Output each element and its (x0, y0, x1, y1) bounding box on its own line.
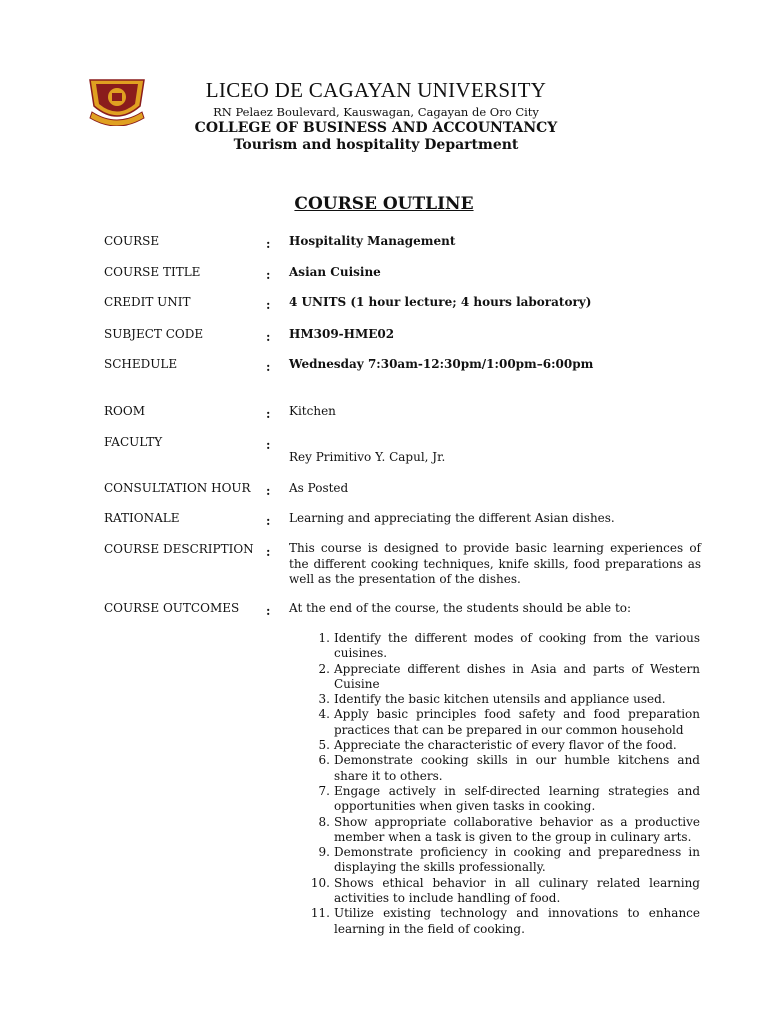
field-colon: : (266, 330, 271, 344)
field-value: Learning and appreciating the different Asian dishes. (289, 511, 615, 525)
field-label: SCHEDULE (104, 357, 178, 371)
list-number: 3. (318, 692, 330, 707)
list-text: Shows ethical behavior in all culinary related learning activities to include handling of food. (334, 875, 700, 906)
field-label: FACULTY (104, 435, 163, 449)
list-number: 1. (318, 631, 330, 645)
field-value: Hospitality Management (289, 234, 456, 248)
list-item (306, 845, 700, 876)
field-value: Kitchen (289, 404, 336, 418)
list-text: Appreciate different dishes in Asia and parts of Western Cuisine (334, 661, 700, 691)
college-name: COLLEGE OF BUSINESS AND ACCOUNTANCY (194, 120, 558, 136)
field-value: As Posted (289, 481, 349, 495)
list-item (306, 707, 700, 738)
list-number: 8. (318, 814, 330, 829)
field-value: HM309-HME02 (289, 327, 395, 341)
field-colon: : (266, 237, 271, 251)
field-label: COURSE TITLE (104, 265, 201, 279)
list-text: Utilize existing technology and innovations to enhance learning in the field of cooking. (334, 906, 700, 936)
field-label: RATIONALE (104, 511, 180, 525)
field-label: COURSE (104, 234, 160, 248)
list-item (306, 692, 700, 707)
list-text: Demonstrate cooking skills in our humble kitchens and share it to others. (334, 753, 700, 783)
list-number: 2. (318, 661, 330, 676)
university-address: RN Pelaez Boulevard, Kauswagan, Cagayan de Oro City (213, 105, 539, 119)
document-title: COURSE OUTLINE (294, 194, 474, 214)
outcomes-list (306, 631, 700, 937)
field-label: ROOM (104, 404, 145, 418)
field-colon: : (266, 604, 271, 618)
list-item (306, 662, 700, 693)
list-number: 7. (318, 783, 330, 798)
university-name: LICEO DE CAGAYAN UNIVERSITY (205, 78, 547, 102)
list-item (306, 738, 700, 753)
field-colon: : (266, 545, 271, 559)
field-value: At the end of the course, the students should be able to: (289, 601, 632, 615)
field-colon: : (266, 360, 271, 374)
field-value: Rey Primitivo Y. Capul, Jr. (289, 450, 446, 464)
field-colon: : (266, 298, 271, 312)
field-value: Asian Cuisine (289, 265, 381, 279)
list-text: Identify the different modes of cooking from the various cuisines. (334, 631, 700, 661)
list-text: Demonstrate proficiency in cooking and preparedness in displaying the skills professionally. (334, 845, 700, 875)
field-colon: : (266, 438, 271, 452)
list-item (306, 784, 700, 815)
field-label: COURSE OUTCOMES (104, 601, 240, 615)
field-colon: : (266, 484, 271, 498)
list-number: 5. (318, 738, 330, 753)
list-text: Identify the basic kitchen utensils and appliance used. (334, 692, 666, 707)
list-text: Show appropriate collaborative behavior as a productive member when a task is given to the group in culinary arts. (334, 814, 700, 844)
list-item (306, 876, 700, 907)
field-value: This course is designed to provide basic learning experiences of the different cooking techniques, knife skills, food preparations as well as the presentation of the dishes. (289, 541, 701, 586)
list-item (306, 631, 700, 662)
field-value: Wednesday 7:30am-12:30pm/1:00pm–6:00pm (289, 357, 594, 371)
list-item (306, 906, 700, 937)
list-number: 4. (318, 707, 330, 722)
list-text: Appreciate the characteristic of every flavor of the food. (334, 738, 677, 753)
field-label: CREDIT UNIT (104, 295, 191, 309)
list-number: 10. (310, 875, 330, 890)
list-number: 9. (318, 845, 330, 860)
list-number: 6. (318, 753, 330, 768)
list-number: 11. (310, 906, 330, 921)
field-colon: : (266, 268, 271, 282)
field-label: COURSE DESCRIPTION (104, 542, 254, 556)
list-text: Apply basic principles food safety and food preparation practices that can be prepared in our common household (334, 707, 700, 737)
field-colon: : (266, 407, 271, 421)
field-label: CONSULTATION HOUR (104, 481, 251, 495)
list-item (306, 815, 700, 846)
list-item (306, 753, 700, 784)
field-value: 4 UNITS (1 hour lecture; 4 hours laboratory) (289, 295, 592, 309)
field-label: SUBJECT CODE (104, 327, 204, 341)
field-colon: : (266, 514, 271, 528)
department-name: Tourism and hospitality Department (233, 137, 519, 153)
list-text: Engage actively in self-directed learning strategies and opportunities when given tasks in cooking. (334, 783, 700, 814)
